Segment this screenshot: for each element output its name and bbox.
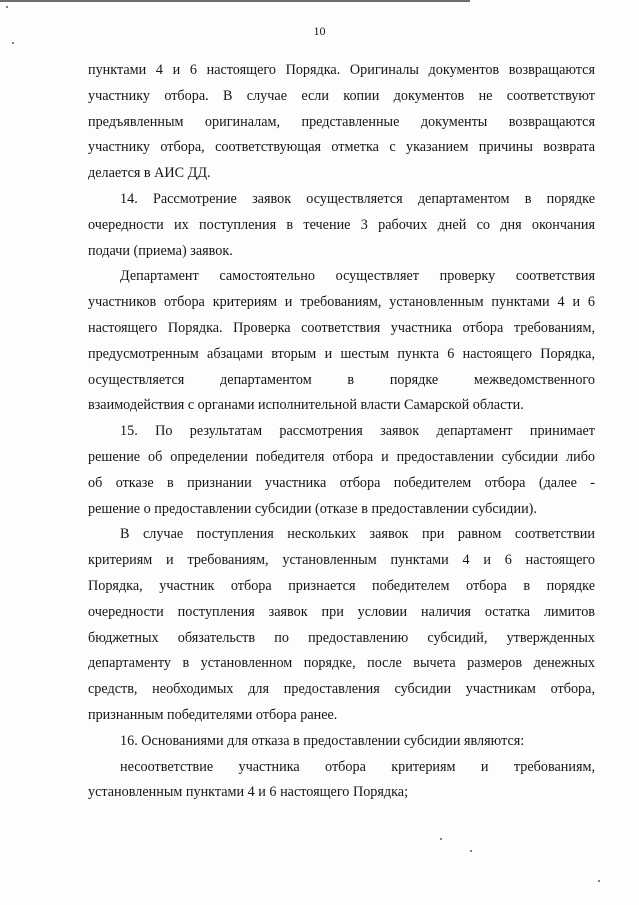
text-line: предъявленным оригиналам, представленные документы возвращаются: [88, 113, 595, 130]
text-line: осуществляется департаментом в порядке межведомственного: [88, 371, 595, 388]
scan-speck: [6, 6, 8, 8]
scan-speck: [598, 880, 600, 882]
text-line: Департамент самостоятельно осуществляет проверку соответствия: [120, 268, 595, 285]
scan-speck: [470, 850, 472, 852]
text-line: об отказе в признании участника отбора победителем отбора (далее -: [88, 474, 595, 491]
text-line: пунктами 4 и 6 настоящего Порядка. Оригиналы документов возвращаются: [88, 62, 595, 78]
text-line: делается в АИС ДД.: [88, 165, 211, 182]
text-line: 14. Рассмотрение заявок осуществляется департаментом в порядке: [120, 190, 595, 207]
text-line: средств, необходимых для предоставления субсидии участникам отбора,: [88, 681, 595, 698]
scan-speck: [12, 42, 14, 44]
text-line: 15. По результатам рассмотрения заявок департамент принимает: [120, 423, 595, 440]
text-line: критериям и требованиям, установленным пунктами 4 и 6 настоящего: [88, 552, 595, 569]
text-line: несоответствие участника отбора критериям и требованиям,: [120, 758, 595, 775]
text-line: решение об определении победителя отбора и предоставлении субсидии либо: [88, 448, 595, 465]
scan-top-edge: [0, 0, 470, 2]
text-line: установленным пунктами 4 и 6 настоящего Порядка;: [88, 784, 409, 801]
text-line: очередности их поступления в течение 3 рабочих дней со дня окончания: [88, 216, 595, 233]
text-line: В случае поступления нескольких заявок при равном соответствии: [120, 526, 595, 543]
text-line: подачи (приема) заявок.: [88, 242, 233, 259]
text-line: решение о предоставлении субсидии (отказе в предоставлении субсидии).: [88, 500, 537, 517]
text-line: предусмотренным абзацами вторым и шестым пункта 6 настоящего Порядка,: [88, 345, 595, 362]
text-line: настоящего Порядка. Проверка соответствия участника отбора требованиям,: [88, 319, 595, 336]
text-line: бюджетных обязательств по предоставлению субсидий, утвержденных: [88, 629, 595, 646]
document-body: [88, 58, 595, 806]
text-line: очередности поступления заявок при условии наличия остатка лимитов: [88, 603, 595, 620]
scan-speck: [440, 838, 442, 840]
page-number: 10: [313, 24, 326, 38]
text-line: 16. Основаниями для отказа в предоставлении субсидии являются:: [120, 732, 525, 749]
text-line: признанным победителями отбора ранее.: [88, 706, 338, 723]
text-line: взаимодействия с органами исполнительной власти Самарской области.: [88, 397, 524, 414]
text-line: участнику отбора, соответствующая отметка с указанием причины возврата: [88, 139, 595, 156]
text-line: Порядка, участник отбора признается победителем отбора в порядке: [88, 577, 595, 594]
text-line: участнику отбора. В случае если копии документов не соответствуют: [88, 87, 595, 104]
text-line: участников отбора критериям и требованиям, установленным пунктами 4 и 6: [88, 294, 595, 311]
text-line: департаменту в установленном порядке, после вычета размеров денежных: [88, 655, 595, 672]
